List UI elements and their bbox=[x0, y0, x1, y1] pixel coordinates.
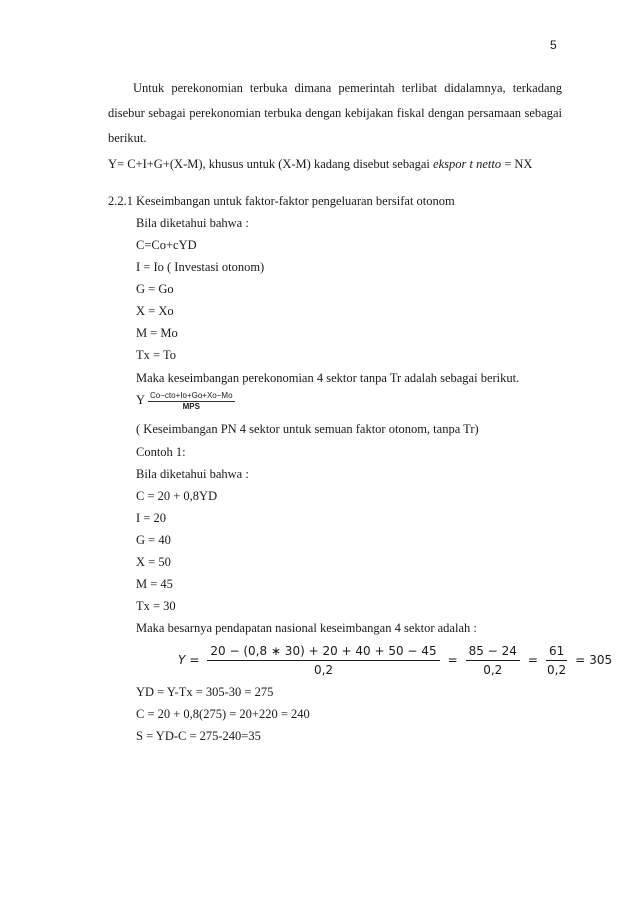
calc-fraction-3 bbox=[546, 644, 567, 677]
section-title: Keseimbangan untuk faktor-faktor pengeluaran bersifat otonom bbox=[136, 194, 455, 208]
example-line: Maka besarnya pendapatan nasional keseimbangan 4 sektor adalah : bbox=[136, 621, 477, 635]
calc-equals: = bbox=[447, 653, 458, 667]
calc-equals: = bbox=[575, 653, 586, 667]
example-title: Contoh 1: bbox=[136, 445, 186, 459]
formula-denominator: MPS bbox=[182, 401, 200, 411]
calc-fraction-1 bbox=[207, 644, 439, 677]
section-line: C=Co+cYD bbox=[136, 238, 197, 252]
calc-lhs: Y bbox=[178, 653, 186, 667]
formula-numerator: Co−cto+Io+Go+Xo−Mo bbox=[150, 390, 233, 400]
example-line: Bila diketahui bahwa : bbox=[136, 467, 249, 481]
result-line: YD = Y-Tx = 305-30 = 275 bbox=[136, 685, 274, 699]
calc-result: 305 bbox=[589, 653, 613, 667]
calc-fraction-2 bbox=[466, 644, 520, 677]
section-line: Tx = To bbox=[136, 348, 176, 362]
section-line: Maka keseimbangan perekonomian 4 sektor tanpa Tr adalah sebagai berikut. bbox=[136, 371, 520, 385]
section-formula bbox=[136, 390, 235, 412]
equation-italic: ekspor t netto bbox=[433, 157, 502, 171]
section-line: Bila diketahui bahwa : bbox=[136, 216, 249, 230]
result-line: C = 20 + 0,8(275) = 20+220 = 240 bbox=[136, 707, 310, 721]
example-line: G = 40 bbox=[136, 533, 171, 547]
section-line: G = Go bbox=[136, 282, 174, 296]
equation-prefix: Y= C+I+G+(X-M), khusus untuk (X-M) kadang disebut sebagai bbox=[108, 157, 434, 171]
calc-frac2-den: 0,2 bbox=[483, 662, 503, 677]
section-note: ( Keseimbangan PN 4 sektor untuk semuan faktor otonom, tanpa Tr) bbox=[136, 422, 479, 436]
formula-fraction bbox=[148, 391, 235, 412]
result-line: S = YD-C = 275-240=35 bbox=[136, 729, 261, 743]
calc-frac1-num: 20 − (0,8 ∗ 30) + 20 + 40 + 50 − 45 bbox=[207, 644, 439, 661]
intro-paragraph: Untuk perekonomian terbuka dimana pemerintah terlibat didalamnya, terkadang disebur sebagai perekonomian terbuka dengan kebijakan fiskal dengan persamaan sebagai berikut. bbox=[108, 81, 562, 145]
calculation bbox=[178, 640, 612, 680]
calc-frac3-num: 61 bbox=[546, 644, 567, 661]
example-line: M = 45 bbox=[136, 577, 173, 591]
section-line: M = Mo bbox=[136, 326, 178, 340]
calc-frac1-den: 0,2 bbox=[313, 662, 334, 677]
section-number: 2.2.1 bbox=[108, 194, 133, 208]
calc-frac3-den: 0,2 bbox=[547, 662, 567, 677]
example-line: I = 20 bbox=[136, 511, 166, 525]
example-line: Tx = 30 bbox=[136, 599, 176, 613]
calc-equals: = bbox=[189, 653, 200, 667]
section-line: X = Xo bbox=[136, 304, 174, 318]
calc-equals: = bbox=[527, 653, 538, 667]
calc-frac2-num: 85 − 24 bbox=[466, 644, 520, 661]
example-line: C = 20 + 0,8YD bbox=[136, 489, 218, 503]
section-line: I = Io ( Investasi otonom) bbox=[136, 260, 265, 274]
example-line: X = 50 bbox=[136, 555, 171, 569]
equation-line bbox=[108, 157, 532, 172]
formula-lhs: Y bbox=[136, 393, 146, 407]
equation-suffix: = NX bbox=[501, 157, 533, 171]
page-number: 5 bbox=[550, 38, 557, 52]
